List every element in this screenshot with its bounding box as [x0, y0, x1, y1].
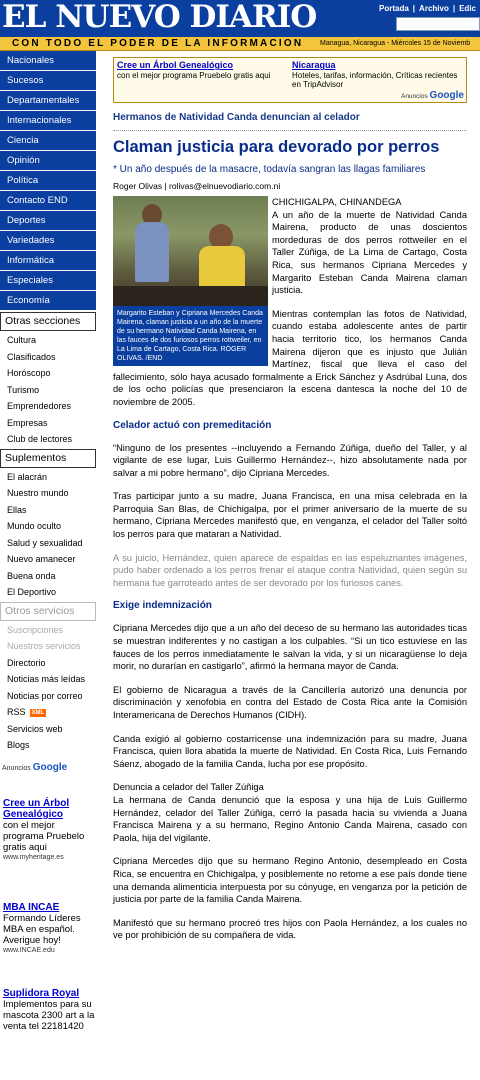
link-edic[interactable]: Edic: [459, 4, 476, 13]
article-paragraph-8: Canda exigió al gobierno costarricense una indemnización para su madre, Juana Francisca, quien llora abatida la muerte de Natividad. En Costa Rica, Luis Fernando Sáenz, abogado de la familia Canda, lucha por ese propósito.: [113, 733, 467, 769]
subnav-item-emprendedores[interactable]: Emprendedores: [7, 401, 72, 411]
article-paragraph-1: A un año de la muerte de Natividad Canda Mairena, producto de unas doscientos mordeduras de dos perros rottweiler en el Taller Zúñiga, de La Lima de Cartago, Costa Rica, sus hermanos Cipriana Mercedes y Margarito Esteban Canda Mairena claman justicia.: [272, 209, 467, 296]
tagline-bar: [0, 37, 480, 51]
servicio-mas-leidas[interactable]: Noticias más leídas: [7, 674, 86, 684]
site-logo[interactable]: EL NUEVO DIARIO: [2, 0, 317, 35]
servicio-nuestros-servicios[interactable]: Nuestros servicios: [7, 641, 81, 651]
servicio-rss[interactable]: [0, 704, 96, 721]
dateline: Managua, Nicaragua - Miércoles 15 de Noviemb: [320, 40, 471, 47]
nav-item-sucesos[interactable]: Sucesos: [0, 71, 96, 91]
suplemento-alacran[interactable]: El alacrán: [7, 471, 48, 482]
photo-caption: Margarito Esteban y Cipriana Mercedes Canda Mairena, claman justicia a un año de la muerte de su hermano Natividad Canda Mairena, en las fauces de dos furiosos perros rottweiler, en La Lima de Cartago, Costa Rica. RÓGER OLIVAS. /END: [113, 306, 268, 366]
left-ad-1-title[interactable]: Cree un Árbol Genealógico: [3, 798, 70, 820]
ads-by-google-label[interactable]: [0, 762, 96, 773]
nav-item-opinion[interactable]: Opinión: [0, 151, 96, 171]
nav-item-informatica[interactable]: Informática: [0, 251, 96, 271]
article-paragraph-4: Tras participar junto a su madre, Juana Francisca, en una misa celebrada en la Parroquia San Blas, de Chichigalpa, por el primer aniversario de la muerte de su hermano, Cipriana Mercedes manifestó que, en venganza, el celador del Taller soltó los perros para que mataran a Natividad.: [113, 491, 467, 540]
nav-item-internacionales[interactable]: Internacionales: [0, 111, 96, 131]
divider: [113, 130, 467, 131]
photo-foreground: [113, 286, 268, 306]
subnav-item-turismo[interactable]: Turismo: [7, 384, 40, 395]
left-ad-2-desc: Formando Líderes MBA en español. Averigue hoy!: [3, 913, 81, 946]
top-google-logo: Google: [429, 90, 464, 101]
suplemento-ellas[interactable]: Ellas: [7, 504, 27, 515]
subnav-item-clasificados[interactable]: Clasificados: [7, 351, 56, 362]
subnav-item-horoscopo[interactable]: Horóscopo: [7, 368, 51, 378]
nav-item-variedades[interactable]: Variedades: [0, 231, 96, 251]
link-archivo[interactable]: Archivo: [419, 4, 449, 13]
top-ad-1[interactable]: [117, 61, 287, 80]
subnav-item-cultura[interactable]: Cultura: [7, 335, 37, 345]
left-nav: [0, 51, 96, 754]
nav-item-deportes[interactable]: Deportes: [0, 211, 96, 231]
article-headline: Claman justicia para devorado por perros: [113, 138, 440, 156]
article-subtitle-denuncia: Denuncia a celador del Taller Zúñiga: [113, 782, 264, 793]
left-ad-3-desc: Implementos para su mascota 2300 art a la venta tel 22181420: [3, 999, 95, 1032]
top-ad-1-desc: con el mejor programa Pruebelo gratis aqui: [117, 70, 271, 80]
article-paragraph-3: “Ninguno de los presentes --incluyendo a Fernando Zúñiga, dueño del Taller, y al vigilante de ese lugar, Luis Guillermo Hernández--, hizo absolutamente nada por salvar a mi pobre hermano”, dijo Cipriana Mercedes.: [113, 442, 467, 478]
article-photo: [113, 196, 268, 306]
top-ad-2[interactable]: [292, 61, 462, 90]
servicio-directorio[interactable]: Directorio: [7, 657, 46, 668]
nav-item-especiales[interactable]: Especiales: [0, 271, 96, 291]
suplementos-heading: Suplementos: [0, 449, 96, 468]
article-paragraph-5: A su juicio, Hernández, quien aparece de espaldas en las espeluznantes imágenes, pudo haber ordenado a los perros frenar el ataque contra Natividad, quien según su hermana fue garroteado antes de ser devorado por los furiosos canes.: [113, 552, 467, 588]
google-logo: Google: [32, 762, 68, 773]
article-kicker: Hermanos de Natividad Canda denuncian al celador: [113, 112, 360, 123]
slogan: CON TODO EL PODER DE LA INFORMACION: [12, 38, 304, 49]
article: [113, 112, 467, 953]
top-ad-1-title[interactable]: Cree un Árbol Genealógico: [117, 60, 234, 70]
ads-label-prefix: Anuncios: [2, 765, 31, 772]
suplemento-nuestro-mundo[interactable]: Nuestro mundo: [7, 488, 69, 498]
article-subhead: * Un año después de la masacre, todavía sangran las llagas familiares: [113, 164, 426, 175]
left-ad-1-desc: con el mejor programa Pruebelo gratis aqui: [3, 820, 85, 853]
article-paragraph-11: Manifestó que su hermano procreó tres hijos con Paola Hernández, a los cuales no ve por prohibición de su compañera de vida.: [113, 917, 467, 941]
left-ad-1[interactable]: [3, 798, 95, 862]
nav-item-departamentales[interactable]: Departamentales: [0, 91, 96, 111]
left-ad-3-title[interactable]: Suplidora Royal: [3, 988, 80, 999]
article-paragraph-6: Cipriana Mercedes dijo que a un año del deceso de su hermano las autoridades ticas se muestran indiferentes y no castigan a los culpables. “Si un tico estuviese en las fauces de los perros inmediatamente le salvan la vida, y si un nicaragüense lo deja morir, no durarían en castigarlo”, afirmó la hermana mayor de Canda.: [113, 623, 467, 672]
section-heading-celador: Celador actuó con premeditación: [113, 419, 272, 431]
article-byline[interactable]: Roger Olivas | rolivas@elnuevodiario.com.ni: [113, 181, 281, 191]
xml-badge-icon: XML: [31, 709, 45, 716]
link-portada[interactable]: Portada: [379, 4, 409, 13]
photo-block: [113, 196, 268, 366]
photo-figure-man: [135, 222, 169, 282]
suplemento-el-deportivo[interactable]: El Deportivo: [7, 587, 57, 597]
suplemento-salud[interactable]: Salud y sexualidad: [7, 537, 83, 548]
servicio-suscripciones[interactable]: Suscripciones: [7, 624, 64, 635]
nav-item-contacto[interactable]: Contacto END: [0, 191, 96, 211]
left-ad-2-url[interactable]: www.INCAE.edu: [3, 947, 55, 954]
left-ad-2-title[interactable]: MBA INCAE: [3, 902, 60, 913]
masthead: [0, 0, 480, 37]
article-paragraph-10: Cipriana Mercedes dijo que su hermano Regino Antonio, desempleado en Costa Rica, se encuentra en Chichigalpa, y posiblemente no retorne a ese país donde tiene una demanda alimenticia interpuesta por su cónyuge, en venganza por la petición de justicia por parte de la familia Canda Mairena.: [113, 856, 467, 905]
left-ad-3[interactable]: [3, 988, 95, 1032]
rss-label: RSS: [7, 707, 26, 717]
left-ad-2[interactable]: [3, 902, 95, 955]
subnav-item-empresas[interactable]: Empresas: [7, 417, 48, 428]
top-ad-2-desc: Hoteles, tarifas, información, Críticas recientes en TripAdvisor: [292, 70, 458, 89]
nav-item-economia[interactable]: Economía: [0, 291, 96, 311]
article-paragraph-7: El gobierno de Nicaragua a través de la Cancillería autorizó una denuncia por discriminación y xenofobia en contra del Estado de Costa Rica ante la Comisión Interamericana de Derechos Humanos (CIDH).: [113, 684, 467, 720]
nav-item-politica[interactable]: Política: [0, 171, 96, 191]
servicio-blogs[interactable]: Blogs: [7, 740, 30, 750]
otros-servicios-heading: Otros servicios: [0, 602, 96, 621]
article-location: CHICHIGALPA, CHINANDEGA: [272, 197, 402, 207]
top-ad-2-title[interactable]: Nicaragua: [292, 60, 336, 70]
suplemento-buena-onda[interactable]: Buena onda: [7, 570, 56, 581]
section-heading-indemnizacion: Exige indemnización: [113, 600, 212, 612]
suplemento-mundo-oculto[interactable]: Mundo oculto: [7, 521, 62, 531]
top-links: Portada | Archivo | Edic: [375, 4, 480, 13]
top-ads-by-google-label[interactable]: [401, 90, 464, 101]
servicio-web[interactable]: Servicios web: [7, 723, 63, 734]
top-ad-box: [113, 57, 467, 103]
left-ads: [0, 762, 96, 1032]
left-ad-1-url[interactable]: www.myheritage.es: [3, 854, 64, 861]
top-ads-label-prefix: Anuncios: [400, 93, 428, 100]
article-paragraph-9: La hermana de Canda denunció que la esposa y una hija de Luis Guillermo Hernández, celador del Taller Zúñiga, cerró la pasada hacia su vivienda a Juana Francisca Mairena y a su hermano, Regino Antonio Canda Mairena, casado con Paola, hija del vigilante.: [113, 794, 467, 843]
article-paragraph-2: Mientras contemplan las fotos de Natividad, cuando estaba adolescente antes de partir hacia territorio tico, los hermanos Canda Mairena dijeron que es injusto que Julián Martínez, fiscal que lleva el caso del fallecimiento, sólo haya acusado formalmente a Erick Sánchez y Asdrúbal Luna, dos de los ocho policías que presenciaron la escena dantesca la noche del 10 de noviembre de 2005.: [113, 308, 467, 407]
otras-secciones-heading: Otras secciones: [0, 312, 96, 331]
nav-item-ciencia[interactable]: Ciencia: [0, 131, 96, 151]
nav-item-nacionales[interactable]: Nacionales: [0, 51, 96, 71]
subnav-item-club-lectores[interactable]: Club de lectores: [7, 434, 73, 444]
search-input[interactable]: [396, 17, 480, 31]
servicio-por-correo[interactable]: Noticias por correo: [7, 690, 83, 701]
suplemento-nuevo-amanecer[interactable]: Nuevo amanecer: [7, 554, 76, 564]
